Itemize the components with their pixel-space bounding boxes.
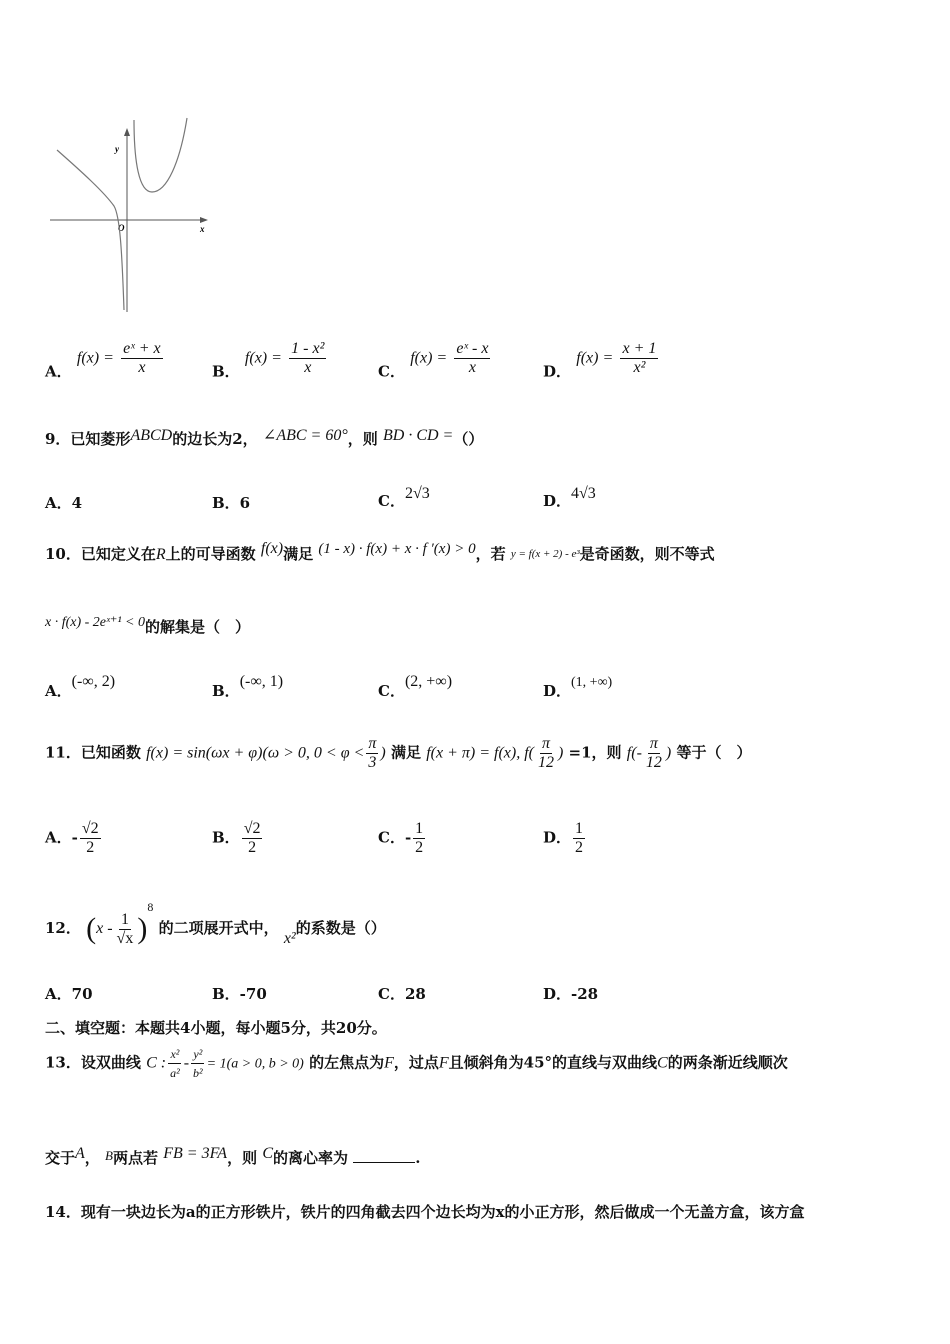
question-13: 13．设双曲线 C : $\frac{\text{x²}}{\text{a²}}$ - $\frac{\text{y²}}{\text{b²}}$ = 1(a > 0, b > 0) 的左焦点为F，过点F且倾斜角为45°的直线与双曲线C的两条渐近线顺次 xyxy=(45,1047,788,1080)
question-10-line-2: x · f(x) - 2eˣ⁺¹ < 0的解集是（ ） xyxy=(45,615,251,636)
question-12: 12． (x - $\frac{1}{√x}$ )$^8$ 的二项展开式中， x²的系数是（） xyxy=(45,900,386,947)
q10-option-b[interactable]: B．(-∞, 1) xyxy=(212,673,284,700)
right-branch-curve xyxy=(134,118,187,192)
q12-option-b[interactable]: B．-70 xyxy=(212,985,267,1003)
denominator: x² xyxy=(633,359,646,376)
x-axis-arrow-icon xyxy=(200,217,208,223)
origin-label: O xyxy=(118,223,125,233)
question-9: 9．已知菱形ABCD的边长为2， ∠ABC = 60°，则 BD · CD =（） xyxy=(45,427,484,448)
section-2-title: 二、填空题：本题共4小题，每小题5分，共20分。 xyxy=(45,1019,387,1037)
q10-option-d[interactable]: D．(1, +∞) xyxy=(543,675,613,700)
option-label: D． xyxy=(543,362,572,381)
q11-option-a[interactable]: A．- $\frac{√2}{2}$ xyxy=(45,820,99,856)
option-label: C． xyxy=(378,362,405,381)
denominator: x xyxy=(138,359,146,376)
question-11: 11．已知函数 f(x) = sin(ωx + φ)(ω > 0, 0 < φ < $\frac{\pi}{3}$ ) 满足 f(x + π) = f(x), f( $\frac{\pi}{12}$ ) =1，则 f(- $\frac{\pi}{12}$ ) 等于（ ） xyxy=(45,735,752,771)
math-expr: f(x) = xyxy=(244,349,282,367)
q12-option-c[interactable]: C．28 xyxy=(378,985,426,1003)
q12-option-d[interactable]: D．-28 xyxy=(543,985,599,1003)
y-axis-arrow-icon xyxy=(124,128,130,136)
q12-option-a[interactable]: A．70 xyxy=(45,985,93,1003)
q9-option-a[interactable]: A．4 xyxy=(45,494,83,512)
function-graph xyxy=(42,112,217,317)
q11-option-d[interactable]: D． $\frac{1}{2}$ xyxy=(543,820,584,856)
math-expr: f(x) = xyxy=(76,349,114,367)
numerator: 1 - x² xyxy=(291,340,325,357)
q8-option-a[interactable] xyxy=(45,340,165,382)
math-expr: f(x) = xyxy=(410,349,448,367)
denominator: x xyxy=(304,359,312,376)
question-10: 10．已知定义在R上的可导函数 f(x)满足 (1 - x) · f(x) + x · f ′(x) > 0，若 y = f(x + 2) - e³是奇函数，则不等式 xyxy=(45,540,715,563)
q9-option-d[interactable]: D．4√3 xyxy=(543,485,596,510)
q11-option-c[interactable]: C．- $\frac{1}{2}$ xyxy=(378,820,424,856)
numerator: x + 1 xyxy=(622,340,657,357)
q11-option-b[interactable]: B． $\frac{√2}{2}$ xyxy=(212,820,261,856)
q8-option-c[interactable] xyxy=(378,340,492,382)
question-13-line-2: 交于A， B两点若 FB = 3FA，则 C的离心率为 . xyxy=(45,1145,421,1167)
option-label: B． xyxy=(212,362,240,381)
q9-option-b[interactable]: B．6 xyxy=(212,494,251,512)
x-axis-label: x xyxy=(200,224,205,234)
q8-option-b[interactable] xyxy=(212,340,328,382)
q8-option-d[interactable] xyxy=(543,340,660,382)
q9-option-c[interactable]: C．2√3 xyxy=(378,485,430,510)
numerator: eˣ - x xyxy=(456,340,489,357)
q10-option-a[interactable]: A．(-∞, 2) xyxy=(45,673,116,700)
left-branch-curve xyxy=(57,150,124,310)
q10-option-c[interactable]: C．(2, +∞) xyxy=(378,673,453,700)
question-14: 14．现有一块边长为a的正方形铁片，铁片的四角截去四个边长均为x的小正方形，然后做成一个无盖方盒，该方盒 xyxy=(45,1203,805,1221)
option-label: A． xyxy=(45,362,72,381)
denominator: x xyxy=(468,359,476,376)
y-axis-label: y xyxy=(115,144,119,154)
answer-blank[interactable] xyxy=(353,1148,415,1163)
numerator: eˣ + x xyxy=(123,340,161,357)
math-expr: f(x) = xyxy=(576,349,614,367)
